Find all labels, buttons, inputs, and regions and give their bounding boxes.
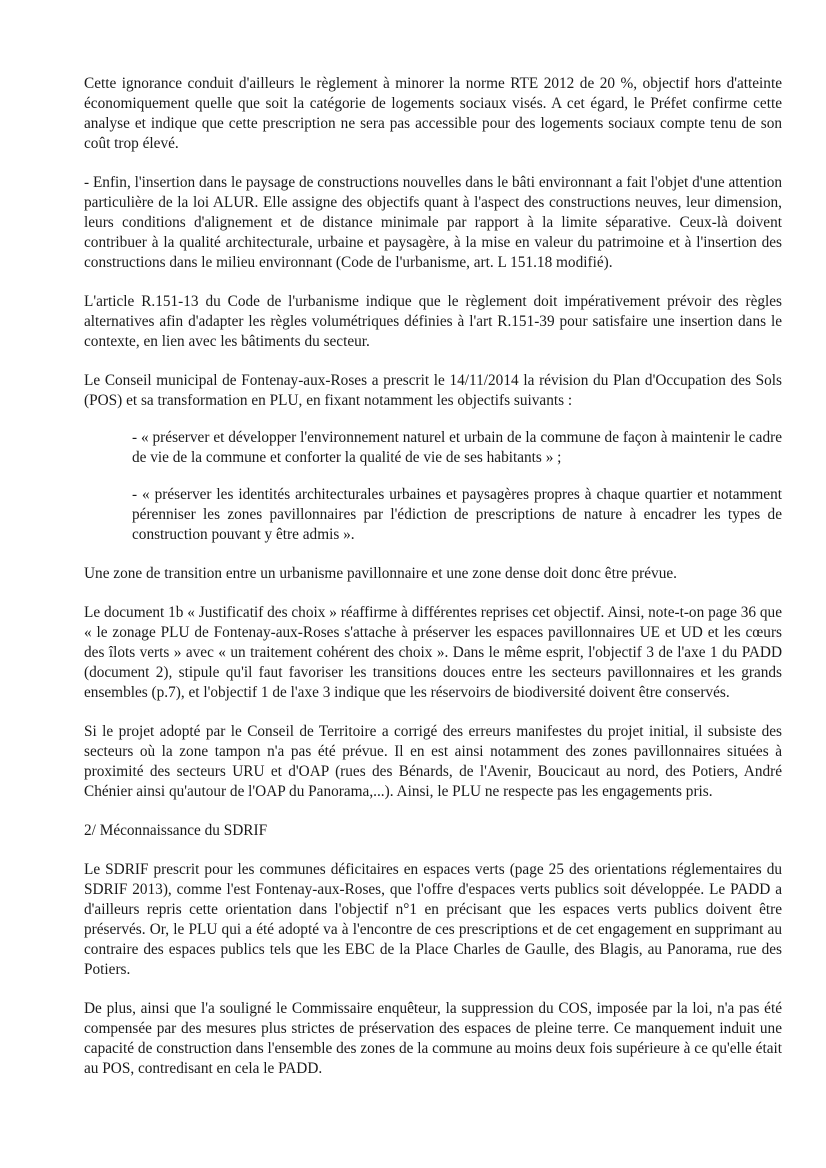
paragraph-conseil-municipal: Le Conseil municipal de Fontenay-aux-Roses a prescrit le 14/11/2014 la révision du Plan d'Occupation des Sols (POS) et sa transformation en PLU, en fixant notamment les objectifs suivants :: [84, 372, 782, 409]
paragraph-cos: De plus, ainsi que l'a souligné le Commissaire enquêteur, la suppression du COS, imposée par la loi, n'a pas été compensée par des mesures plus strictes de préservation des espaces de pleine terre. Ce manquement induit une capacité de construction dans l'ensemble des zones de la commune au moins deux fois supérieure à ce qu'elle était au POS, contredisant en cela le PADD.: [84, 1000, 782, 1077]
paragraph-rte-norm: Cette ignorance conduit d'ailleurs le règlement à minorer la norme RTE 2012 de 20 %, objectif hors d'atteinte économiquement quelle que soit la catégorie de logements sociaux visés. A cet égard, le Préfet confirme cette analyse et indique que cette prescription ne sera pas accessible pour des logements sociaux compte tenu de son coût trop élevé.: [84, 75, 782, 152]
section-heading-sdrif: 2/ Méconnaissance du SDRIF: [84, 822, 268, 839]
objective-quote-1: - « préserver et développer l'environnement naturel et urbain de la commune de façon à maintenir le cadre de vie de la commune et conforter la qualité de vie de ses habitants » ;: [132, 429, 782, 466]
paragraph-justificatif: Le document 1b « Justificatif des choix » réaffirme à différentes reprises cet objectif. Ainsi, note-t-on page 36 que « le zonage PLU de Fontenay-aux-Roses s'attache à préserver les espaces pavillonnaires UE et UD et les cœurs des îlots verts » avec « un traitement cohérent des choix ». Dans le même esprit, l'objectif 3 de l'axe 1 du PADD (document 2), stipule qu'il faut favoriser les transitions douces entre les secteurs pavillonnaires et les grands ensembles (p.7), et l'objectif 1 de l'axe 3 indique que les réservoirs de biodiversité doivent être conservés.: [84, 604, 782, 701]
paragraph-alur-insertion: - Enfin, l'insertion dans le paysage de constructions nouvelles dans le bâti environnant a fait l'objet d'une attention particulière de la loi ALUR. Elle assigne des objectifs quant à l'aspect des constructions neuves, leur dimension, leurs conditions d'alignement et de distance minimale par rapport à la limite séparative. Ceux-là doivent contribuer à la qualité architecturale, urbaine et paysagère, à la mise en valeur du patrimoine et à l'insertion des constructions dans le milieu environnant (Code de l'urbanisme, art. L 151.18 modifié).: [84, 174, 782, 271]
paragraph-transition-zone: Une zone de transition entre un urbanisme pavillonnaire et une zone dense doit donc être prévue.: [84, 565, 677, 582]
paragraph-sdrif: Le SDRIF prescrit pour les communes déficitaires en espaces verts (page 25 des orientations réglementaires du SDRIF 2013), comme l'est Fontenay-aux-Roses, que l'offre d'espaces verts publics soit développée. Le PADD a d'ailleurs repris cette orientation dans l'objectif n°1 en précisant que les espaces verts publics doivent être préservés. Or, le PLU qui a été adopté va à l'encontre de ces prescriptions et de cet engagement en supprimant au contraire des espaces publics tels que les EBC de la Place Charles de Gaulle, des Blagis, au Panorama, rue des Potiers.: [84, 861, 782, 978]
paragraph-article-r151-13: L'article R.151-13 du Code de l'urbanisme indique que le règlement doit impérativement prévoir des règles alternatives afin d'adapter les règles volumétriques définies à l'art R.151-39 pour satisfaire une insertion dans le contexte, en lien avec les bâtiments du secteur.: [84, 293, 782, 350]
paragraph-projet-adopte: Si le projet adopté par le Conseil de Territoire a corrigé des erreurs manifestes du projet initial, il subsiste des secteurs où la zone tampon n'a pas été prévue. Il en est ainsi notamment des zones pavillonnaires situées à proximité des secteurs URU et d'OAP (rues des Bénards, de l'Avenir, Boucicaut au nord, des Potiers, André Chénier ainsi qu'autour de l'OAP du Panorama,...). Ainsi, le PLU ne respecte pas les engagements pris.: [84, 723, 782, 800]
objective-quote-2: - « préserver les identités architecturales urbaines et paysagères propres à chaque quartier et notamment pérenniser les zones pavillonnaires par l'édiction de prescriptions de nature à encadrer les types de construction pouvant y être admis ».: [132, 486, 782, 543]
